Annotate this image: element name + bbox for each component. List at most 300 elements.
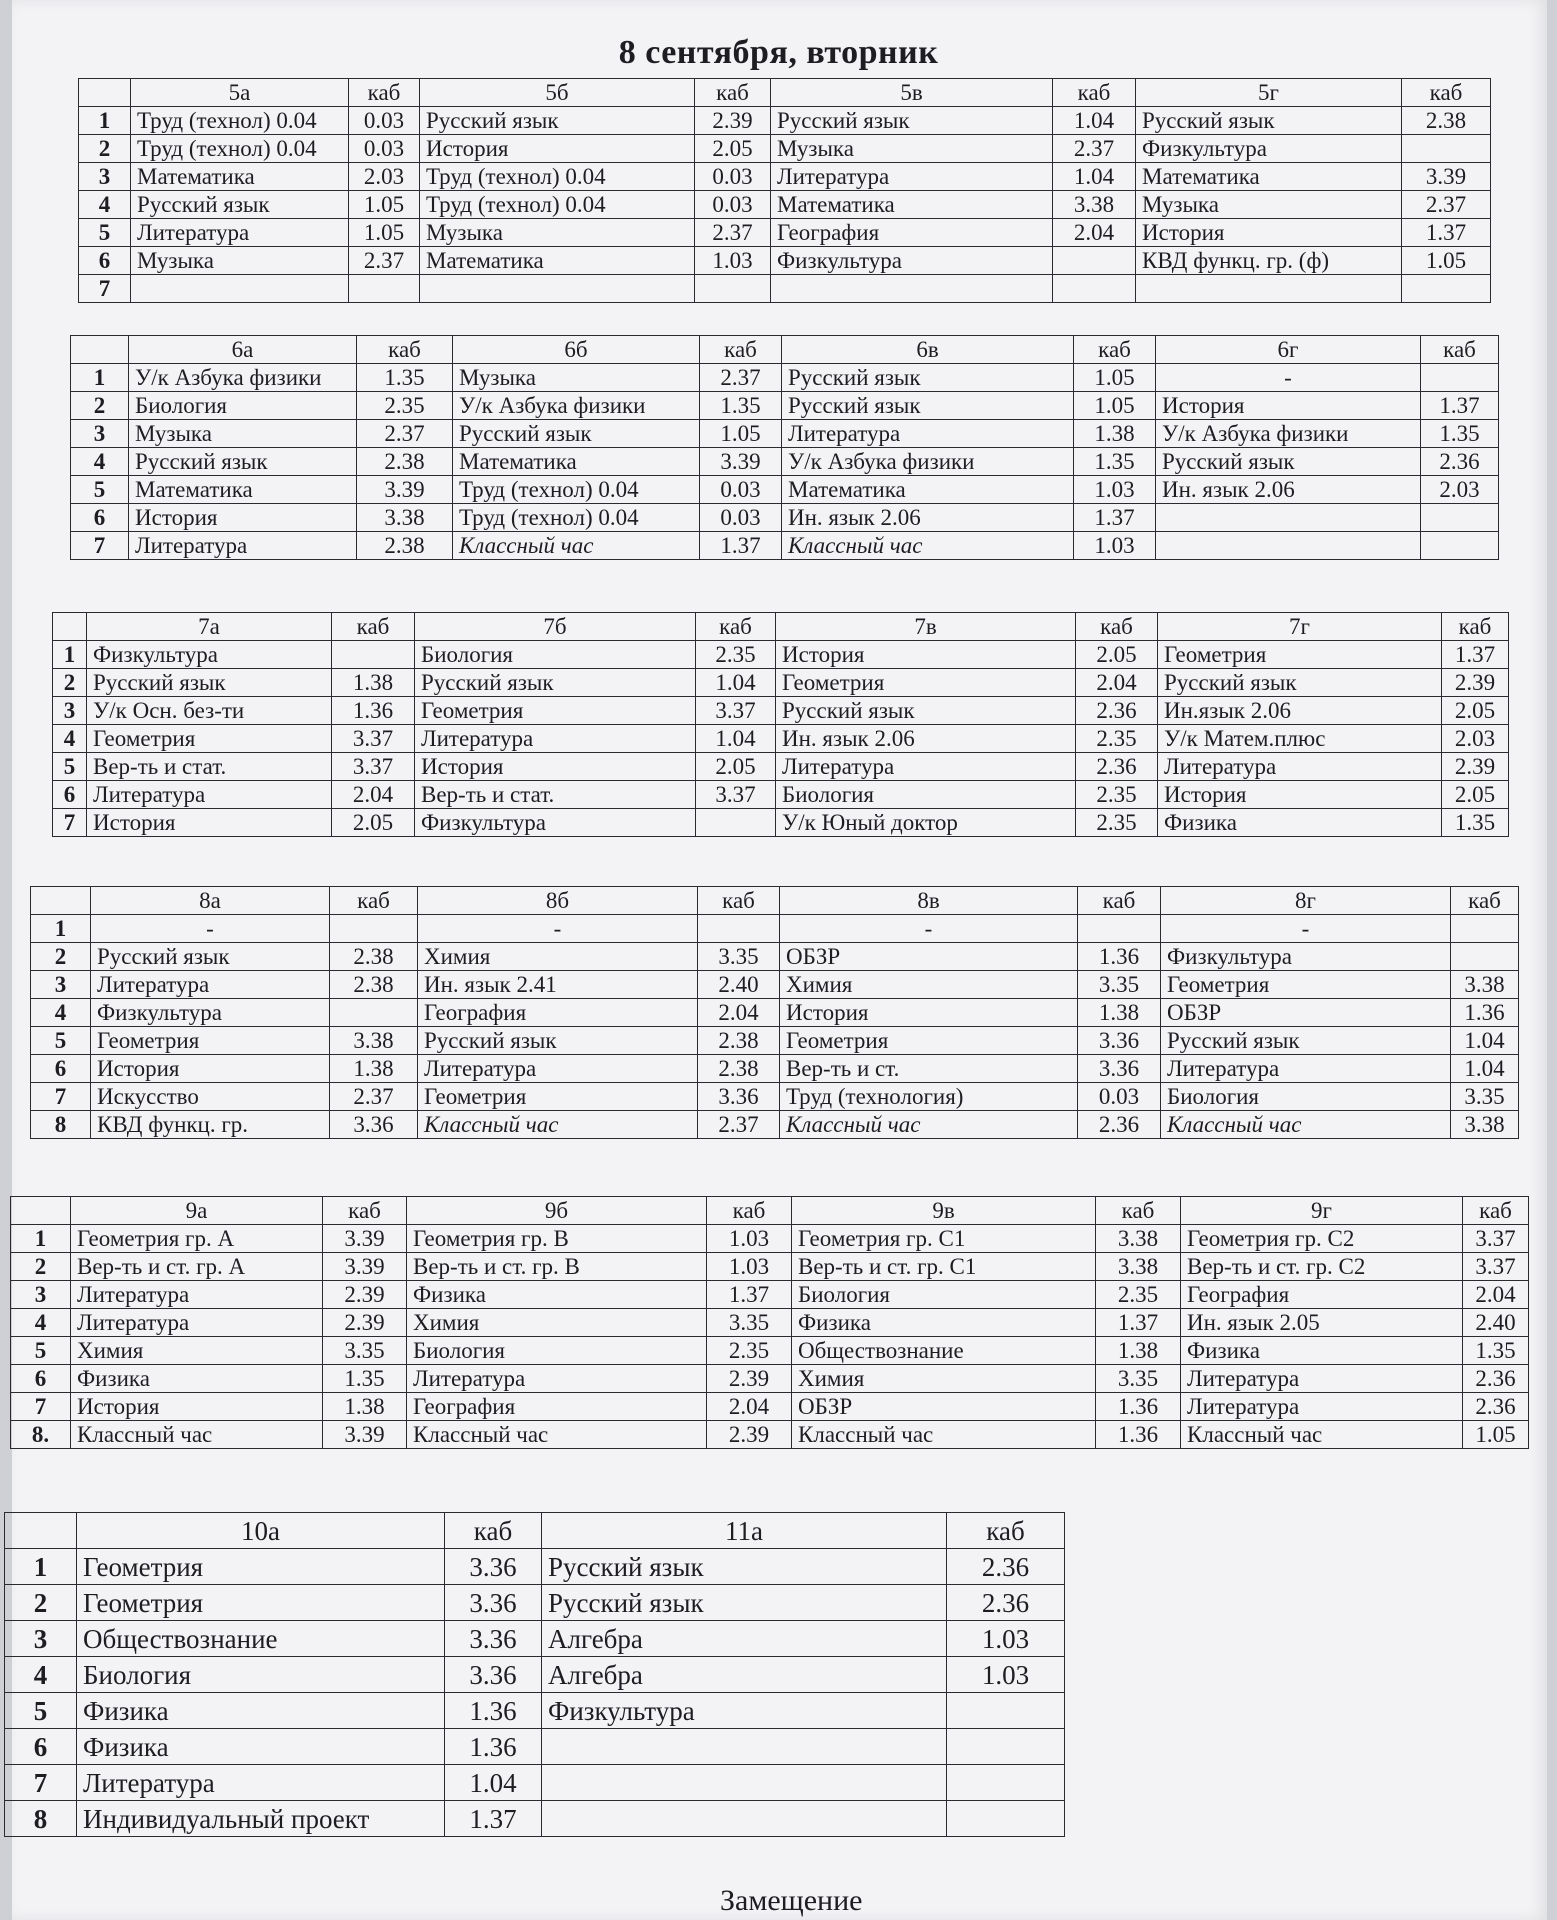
lesson-number: 1 [53, 641, 87, 669]
room-cell: 2.36 [947, 1549, 1065, 1585]
lesson-number: 6 [31, 1055, 91, 1083]
subject-cell: КВД функц. гр. (ф) [1136, 247, 1402, 275]
lesson-row [79, 247, 1491, 275]
lesson-number: 1 [71, 364, 129, 392]
lesson-number: 8. [11, 1421, 71, 1449]
subject-cell: Геометрия гр. В [407, 1225, 707, 1253]
subject-cell: Русский язык [771, 107, 1053, 135]
subject-cell: Ин.язык 2.06 [1158, 697, 1442, 725]
header-row [53, 613, 1509, 641]
class-header: 7в [776, 613, 1076, 641]
room-header: каб [1402, 79, 1491, 107]
subject-cell [771, 275, 1053, 303]
room-header: каб [1442, 613, 1509, 641]
subject-cell: Музыка [129, 420, 357, 448]
room-cell: 2.37 [698, 1111, 780, 1139]
room-cell [1421, 364, 1499, 392]
room-header: каб [1076, 613, 1158, 641]
room-cell: 3.36 [445, 1621, 542, 1657]
class-header: 6в [782, 336, 1074, 364]
header-row [79, 79, 1491, 107]
lesson-number: 5 [31, 1027, 91, 1055]
room-cell [349, 275, 420, 303]
lesson-row [71, 364, 1499, 392]
room-cell: 2.38 [330, 971, 418, 999]
room-cell: 1.03 [707, 1225, 792, 1253]
lesson-number: 7 [11, 1393, 71, 1421]
room-cell [1421, 504, 1499, 532]
subject-cell: Физкультура [771, 247, 1053, 275]
room-cell: 2.35 [696, 641, 776, 669]
room-cell [1402, 275, 1491, 303]
room-cell: 2.38 [698, 1027, 780, 1055]
room-cell: 3.37 [332, 725, 415, 753]
room-cell: 1.04 [445, 1765, 542, 1801]
room-cell: 1.37 [700, 532, 782, 560]
header-row [71, 336, 1499, 364]
subject-cell: Физика [77, 1693, 445, 1729]
lesson-number: 4 [11, 1309, 71, 1337]
lesson-number: 5 [53, 753, 87, 781]
room-cell: 2.04 [332, 781, 415, 809]
lesson-row [79, 163, 1491, 191]
subject-cell: У/к Юный доктор [776, 809, 1076, 837]
class-header: 7г [1158, 613, 1442, 641]
room-cell: 2.05 [1442, 697, 1509, 725]
subject-cell: Физкультура [415, 809, 696, 837]
lesson-row [79, 135, 1491, 163]
subject-cell: Русский язык [1158, 669, 1442, 697]
subject-cell: История [1156, 392, 1421, 420]
room-cell: 1.04 [1451, 1055, 1519, 1083]
subject-cell: Физкультура [1161, 943, 1451, 971]
room-header: каб [357, 336, 453, 364]
room-cell: 2.05 [695, 135, 771, 163]
lesson-row [79, 219, 1491, 247]
room-cell [947, 1729, 1065, 1765]
room-cell: 2.39 [323, 1281, 407, 1309]
subject-cell: Физкультура [91, 999, 330, 1027]
class-header: 8г [1161, 887, 1451, 915]
subject-cell: Биология [415, 641, 696, 669]
room-cell [1451, 943, 1519, 971]
subject-cell: Геометрия [77, 1549, 445, 1585]
room-header: каб [1451, 887, 1519, 915]
room-cell: 1.37 [1096, 1309, 1181, 1337]
lesson-row [5, 1621, 1065, 1657]
lesson-row [11, 1253, 1529, 1281]
subject-cell: У/к Азбука физики [1156, 420, 1421, 448]
subject-cell: Русский язык [1156, 448, 1421, 476]
lesson-number: 6 [5, 1729, 77, 1765]
lesson-number: 5 [11, 1337, 71, 1365]
subject-cell: У/к Азбука физики [129, 364, 357, 392]
room-cell: 1.35 [1442, 809, 1509, 837]
room-cell: 2.35 [1076, 781, 1158, 809]
lesson-number: 3 [79, 163, 131, 191]
subject-cell: Русский язык [418, 1027, 698, 1055]
subject-cell: Химия [407, 1309, 707, 1337]
room-cell: 2.36 [1076, 697, 1158, 725]
lesson-number: 7 [79, 275, 131, 303]
subject-cell: Физика [407, 1281, 707, 1309]
subject-cell: Литература [1161, 1055, 1451, 1083]
subject-cell: Труд (технол) 0.04 [453, 476, 700, 504]
room-cell: 2.05 [1442, 781, 1509, 809]
subject-cell: У/к Азбука физики [453, 392, 700, 420]
room-cell: 3.39 [323, 1225, 407, 1253]
room-header: каб [1074, 336, 1156, 364]
lesson-row [11, 1421, 1529, 1449]
subject-cell: Музыка [420, 219, 695, 247]
subject-cell: Труд (технол) 0.04 [420, 163, 695, 191]
room-header: каб [698, 887, 780, 915]
room-cell: 3.37 [1463, 1253, 1529, 1281]
subject-cell: Физика [1181, 1337, 1463, 1365]
subject-cell: Русский язык [415, 669, 696, 697]
subject-cell: Литература [87, 781, 332, 809]
subject-cell: Вер-ть и стат. [87, 753, 332, 781]
lesson-row [53, 669, 1509, 697]
room-cell [1451, 915, 1519, 943]
room-cell: 3.39 [323, 1253, 407, 1281]
subject-cell: История [776, 641, 1076, 669]
lesson-number: 2 [53, 669, 87, 697]
subject-cell: Русский язык [1136, 107, 1402, 135]
subject-cell: История [420, 135, 695, 163]
lesson-number: 8 [5, 1801, 77, 1837]
room-cell: 2.36 [1421, 448, 1499, 476]
subject-cell: Вер-ть и стат. [415, 781, 696, 809]
lesson-row [5, 1765, 1065, 1801]
subject-cell: Русский язык [131, 191, 349, 219]
subject-cell: Труд (технол) 0.04 [420, 191, 695, 219]
subject-cell: Физика [77, 1729, 445, 1765]
subject-cell: Русский язык [91, 943, 330, 971]
lesson-row [31, 971, 1519, 999]
lesson-row [11, 1365, 1529, 1393]
room-cell: 1.05 [349, 219, 420, 247]
room-header: каб [707, 1197, 792, 1225]
room-cell: 2.37 [695, 219, 771, 247]
subject-cell: Физика [1158, 809, 1442, 837]
class-header: 9г [1181, 1197, 1463, 1225]
room-cell: 3.36 [445, 1657, 542, 1693]
subject-cell: История [1158, 781, 1442, 809]
room-cell: 1.38 [1074, 420, 1156, 448]
lesson-number: 5 [71, 476, 129, 504]
lesson-row [71, 420, 1499, 448]
subject-cell: История [780, 999, 1078, 1027]
subject-cell: Литература [407, 1365, 707, 1393]
corner-cell [31, 887, 91, 915]
room-cell: 0.03 [695, 191, 771, 219]
schedule-block-8 [30, 886, 1518, 1139]
room-cell [947, 1801, 1065, 1837]
subject-cell: Биология [77, 1657, 445, 1693]
subject-cell: География [771, 219, 1053, 247]
lesson-number: 2 [79, 135, 131, 163]
room-cell [1402, 135, 1491, 163]
room-cell: 3.39 [1402, 163, 1491, 191]
subject-cell [1136, 275, 1402, 303]
corner-cell [79, 79, 131, 107]
room-cell: 1.38 [323, 1393, 407, 1421]
room-cell: 2.38 [1402, 107, 1491, 135]
lesson-number: 7 [31, 1083, 91, 1111]
room-cell: 3.35 [323, 1337, 407, 1365]
room-cell: 3.35 [1451, 1083, 1519, 1111]
subject-cell: - [780, 915, 1078, 943]
subject-cell: Русский язык [776, 697, 1076, 725]
room-cell: 3.36 [1078, 1027, 1161, 1055]
room-cell: 2.35 [707, 1337, 792, 1365]
subject-cell: Литература [71, 1281, 323, 1309]
subject-cell: Русский язык [542, 1585, 947, 1621]
room-header: каб [695, 79, 771, 107]
subject-cell: Вер-ть и ст. гр. С2 [1181, 1253, 1463, 1281]
lesson-row [5, 1549, 1065, 1585]
subject-cell: Классный час [407, 1421, 707, 1449]
class-header: 9б [407, 1197, 707, 1225]
room-cell: 2.37 [1402, 191, 1491, 219]
subject-cell: ОБЗР [780, 943, 1078, 971]
room-cell: 2.39 [323, 1309, 407, 1337]
subject-cell [131, 275, 349, 303]
room-cell: 1.37 [1442, 641, 1509, 669]
room-cell: 3.38 [1053, 191, 1136, 219]
room-cell: 2.40 [698, 971, 780, 999]
lesson-number: 3 [53, 697, 87, 725]
room-cell: 3.35 [698, 943, 780, 971]
lesson-number: 6 [79, 247, 131, 275]
room-cell: 1.36 [1096, 1421, 1181, 1449]
subject-cell: Математика [129, 476, 357, 504]
subject-cell: Музыка [453, 364, 700, 392]
schedule-block-7 [52, 612, 1508, 837]
subject-cell: Ин. язык 2.05 [1181, 1309, 1463, 1337]
subject-cell: Литература [131, 219, 349, 247]
schedule-block-5 [78, 78, 1490, 303]
class-header: 6б [453, 336, 700, 364]
room-cell: 3.36 [445, 1585, 542, 1621]
corner-cell [5, 1513, 77, 1549]
room-cell: 1.38 [1078, 999, 1161, 1027]
room-header: каб [445, 1513, 542, 1549]
subject-cell: Литература [776, 753, 1076, 781]
room-cell: 2.37 [349, 247, 420, 275]
lesson-number: 5 [79, 219, 131, 247]
lesson-number: 7 [71, 532, 129, 560]
room-cell: 1.38 [332, 669, 415, 697]
room-cell: 2.38 [357, 532, 453, 560]
lesson-row [31, 1083, 1519, 1111]
subject-cell: Геометрия гр. С2 [1181, 1225, 1463, 1253]
lesson-number: 4 [5, 1657, 77, 1693]
room-cell: 2.36 [1463, 1365, 1529, 1393]
class-header: 5а [131, 79, 349, 107]
lesson-row [79, 275, 1491, 303]
room-header: каб [1096, 1197, 1181, 1225]
room-cell: 0.03 [700, 504, 782, 532]
lesson-number: 4 [79, 191, 131, 219]
schedule-block-6 [70, 335, 1498, 560]
room-cell: 1.36 [332, 697, 415, 725]
room-cell: 3.39 [357, 476, 453, 504]
subject-cell: Литература [1158, 753, 1442, 781]
room-cell: 1.35 [357, 364, 453, 392]
subject-cell: У/к Азбука физики [782, 448, 1074, 476]
room-cell: 3.35 [1096, 1365, 1181, 1393]
subject-cell [542, 1729, 947, 1765]
room-cell: 2.04 [1076, 669, 1158, 697]
room-cell: 1.04 [1053, 163, 1136, 191]
subject-cell: История [1136, 219, 1402, 247]
subject-cell: Классный час [1161, 1111, 1451, 1139]
lesson-number: 2 [5, 1585, 77, 1621]
subject-cell: История [87, 809, 332, 837]
lesson-row [71, 392, 1499, 420]
room-cell: 1.36 [1451, 999, 1519, 1027]
subject-cell: Биология [129, 392, 357, 420]
lesson-number: 4 [53, 725, 87, 753]
room-cell: 1.03 [1074, 532, 1156, 560]
subject-cell: - [1161, 915, 1451, 943]
room-cell: 2.35 [1096, 1281, 1181, 1309]
room-cell: 2.37 [330, 1083, 418, 1111]
subject-cell: Русский язык [1161, 1027, 1451, 1055]
subject-cell: География [407, 1393, 707, 1421]
subject-cell: Геометрия [780, 1027, 1078, 1055]
subject-cell: Классный час [792, 1421, 1096, 1449]
header-row [5, 1513, 1065, 1549]
room-cell: 2.37 [700, 364, 782, 392]
room-cell: 1.36 [445, 1693, 542, 1729]
subject-cell: Литература [71, 1309, 323, 1337]
room-cell [330, 915, 418, 943]
subject-cell [1156, 504, 1421, 532]
subject-cell: Геометрия [1161, 971, 1451, 999]
class-header: 8в [780, 887, 1078, 915]
lesson-number: 2 [31, 943, 91, 971]
lesson-number: 6 [11, 1365, 71, 1393]
room-header: каб [349, 79, 420, 107]
room-cell: 2.36 [947, 1585, 1065, 1621]
lesson-number: 3 [31, 971, 91, 999]
lesson-row [79, 191, 1491, 219]
room-cell: 0.03 [695, 163, 771, 191]
class-header: 8б [418, 887, 698, 915]
subject-cell: Биология [1161, 1083, 1451, 1111]
room-cell [947, 1765, 1065, 1801]
class-header: 5г [1136, 79, 1402, 107]
room-cell: 2.03 [1442, 725, 1509, 753]
subject-cell: У/к Осн. без-ти [87, 697, 332, 725]
subject-cell: Литература [77, 1765, 445, 1801]
subject-cell: Музыка [131, 247, 349, 275]
room-cell: 2.40 [1463, 1309, 1529, 1337]
room-cell: 1.05 [1463, 1421, 1529, 1449]
subject-cell [542, 1765, 947, 1801]
lesson-row [53, 725, 1509, 753]
lesson-number: 1 [31, 915, 91, 943]
lesson-row [11, 1225, 1529, 1253]
subject-cell: Литература [1181, 1393, 1463, 1421]
subject-cell: Классный час [782, 532, 1074, 560]
subject-cell: Труд (технология) [780, 1083, 1078, 1111]
subject-cell: История [71, 1393, 323, 1421]
subject-cell: Вер-ть и ст. гр. В [407, 1253, 707, 1281]
room-cell: 1.37 [1074, 504, 1156, 532]
room-cell: 1.37 [1421, 392, 1499, 420]
room-cell: 1.04 [1451, 1027, 1519, 1055]
lesson-row [31, 1027, 1519, 1055]
room-cell: 2.04 [1053, 219, 1136, 247]
room-cell: 3.38 [330, 1027, 418, 1055]
subject-cell: КВД функц. гр. [91, 1111, 330, 1139]
room-header: каб [700, 336, 782, 364]
subject-cell: У/к Матем.плюс [1158, 725, 1442, 753]
subject-cell: Классный час [71, 1421, 323, 1449]
subject-cell: Химия [71, 1337, 323, 1365]
room-cell: 1.04 [696, 669, 776, 697]
room-header: каб [1053, 79, 1136, 107]
class-header: 9в [792, 1197, 1096, 1225]
room-cell: 1.03 [707, 1253, 792, 1281]
subject-cell: Алгебра [542, 1621, 947, 1657]
subject-cell: Вер-ть и ст. гр. А [71, 1253, 323, 1281]
subject-cell: Классный час [418, 1111, 698, 1139]
lesson-row [11, 1337, 1529, 1365]
subject-cell: Индивидуальный проект [77, 1801, 445, 1837]
subject-cell: Геометрия [1158, 641, 1442, 669]
subject-cell: - [1156, 364, 1421, 392]
corner-cell [11, 1197, 71, 1225]
lesson-row [71, 448, 1499, 476]
room-cell: 1.05 [1074, 392, 1156, 420]
lesson-row [53, 781, 1509, 809]
subject-cell: Русский язык [782, 364, 1074, 392]
room-cell: 0.03 [349, 135, 420, 163]
subject-cell: Музыка [1136, 191, 1402, 219]
lesson-number: 4 [31, 999, 91, 1027]
room-cell: 1.36 [445, 1729, 542, 1765]
room-cell [695, 275, 771, 303]
room-cell: 2.38 [357, 448, 453, 476]
subject-cell: Физкультура [87, 641, 332, 669]
room-cell: 1.03 [947, 1621, 1065, 1657]
class-header: 10а [77, 1513, 445, 1549]
subject-cell: Математика [782, 476, 1074, 504]
class-header: 6а [129, 336, 357, 364]
subject-cell: Химия [780, 971, 1078, 999]
room-cell: 2.03 [349, 163, 420, 191]
subject-cell: Геометрия [776, 669, 1076, 697]
subject-cell: Математика [1136, 163, 1402, 191]
room-cell: 0.03 [349, 107, 420, 135]
room-cell: 3.37 [696, 781, 776, 809]
room-cell: 2.39 [1442, 753, 1509, 781]
room-cell: 2.36 [1076, 753, 1158, 781]
room-cell: 3.38 [1096, 1225, 1181, 1253]
subject-cell: Музыка [771, 135, 1053, 163]
lesson-row [31, 915, 1519, 943]
room-header: каб [696, 613, 776, 641]
room-cell: 3.35 [1078, 971, 1161, 999]
room-cell: 3.38 [1096, 1253, 1181, 1281]
room-cell [947, 1693, 1065, 1729]
subject-cell: Классный час [1181, 1421, 1463, 1449]
